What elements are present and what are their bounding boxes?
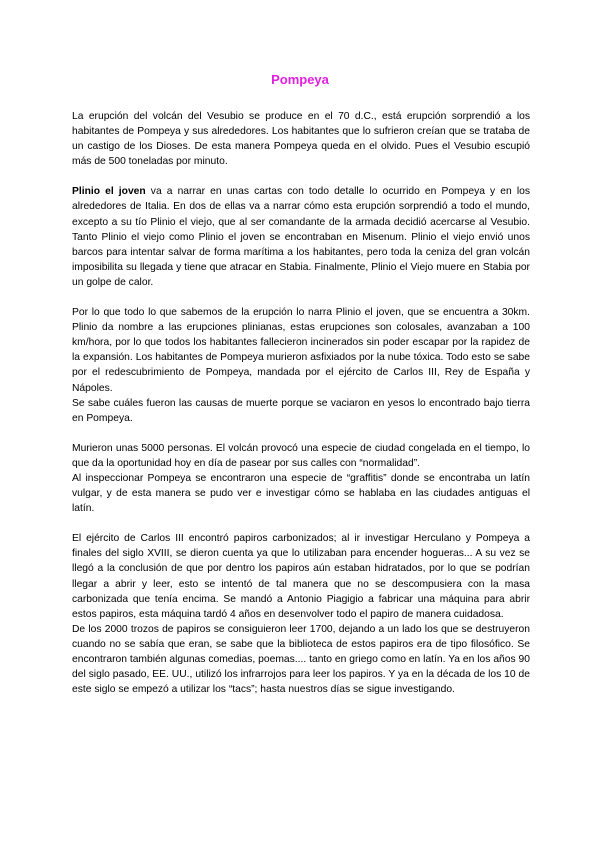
paragraph-erupciones-plinianas: Por lo que todo lo que sabemos de la erupción lo narra Plinio el joven, que se encuentra a 30km. Plinio da nombre a las erupciones plinianas, estas erupciones son colosales, avanzaban a 100 km/hora, por lo que todos los habitantes fallecieron incinerados sin poder escapar por la rapidez de la expansión. Los habitantes de Pompeya murieron asfixiados por la nube tóxica. Todo esto se sabe por el redescubrimiento de Pompeya, mandada por el ejército de Carlos III, Rey de España y Nápoles. <box>72 307 530 394</box>
paragraph-eruption: La erupción del volcán del Vesubio se produce en el 70 d.C., está erupción sorprendió a los habitantes de Pompeya y sus alrededores. Los habitantes que lo sufrieron creían que se trataba de un castigo de los Dioses. De esta manera Pompeya queda en el olvido. Pues el Vesubio escupió más de 500 toneladas por minuto. <box>72 111 530 168</box>
paragraph-papiros: El ejército de Carlos III encontró papiros carbonizados; al ir investigar Herculano y Pompeya a finales del siglo XVIII, se dieron cuenta ya que lo utilizaban para encender hogueras... A su vez se llegó a la conclusión de que por dentro los papiros aún estaban hidratados, por lo que se podrían llegar a abrir y leer, esto se intentó de tal manera que no se descompusiera con la masa carbonizada que tenía encima. Se mandó a Antonio Piagigio a fabricar una máquina para abrir estos papiros, esta máquina tardó 4 años en desenvolver todo el papiro de manera cuidadosa. <box>72 533 530 620</box>
paragraph-causas-muerte: Se sabe cuáles fueron las causas de muerte porque se vaciaron en yesos lo encontrado bajo tierra en Pompeya. <box>72 397 530 424</box>
document-body <box>72 109 530 712</box>
paragraph-plinio-joven-text: va a narrar en unas cartas con todo detalle lo ocurrido en Pompeya y en los alrededores de Italia. En dos de ellas va a narrar cómo esta erupción sorprendió a todo el mundo, excepto a su tío Plinio el viejo, que al ser comandante de la armada decidió acercarse al Vesubio. Tanto Plinio el viejo como Plinio el joven se encontraban en Misenum. Plinio el viejo envió unos barcos para intentar salvar de forma marítima a los habitantes, pero toda la ceniza del gran volcán imposibilita su llegada y tiene que atracar en Stabia. Finalmente, Plinio el Viejo muere en Stabia por un golpe de calor. <box>72 186 530 288</box>
paragraph-victimas: Murieron unas 5000 personas. El volcán provocó una especie de ciudad congelada en el tiempo, lo que da la oportunidad hoy en día de pasear por sus calles con “normalidad”. <box>72 442 530 469</box>
paragraph-plinio-joven <box>72 184 530 290</box>
paragraph-graffitis: Al inspeccionar Pompeya se encontraron una especie de “graffitis” donde se encontraba un latín vulgar, y de esta manera se pudo ver e investigar cómo se hablaba en las ciudades antiguas el latín. <box>72 472 530 515</box>
page-title: Pompeya <box>271 72 329 87</box>
paragraph-lead-bold: Plinio el joven <box>72 186 146 198</box>
paragraph-papiros-lectura: De los 2000 trozos de papiros se consiguieron leer 1700, dejando a un lado los que se destruyeron cuando no se sabía que eran, se sabe que la biblioteca de estos papiros era de tipo filosófico. Se encontraron también algunas comedias, poemas.... tanto en griego como en latín. Ya en los años 90 del siglo pasado, EE. UU., utilizó los infrarrojos para leer los papiros. Y ya en la década de los 10 de este siglo se empezó a utilizar los “tacs”; hasta nuestros días se sigue investigando. <box>72 623 530 696</box>
